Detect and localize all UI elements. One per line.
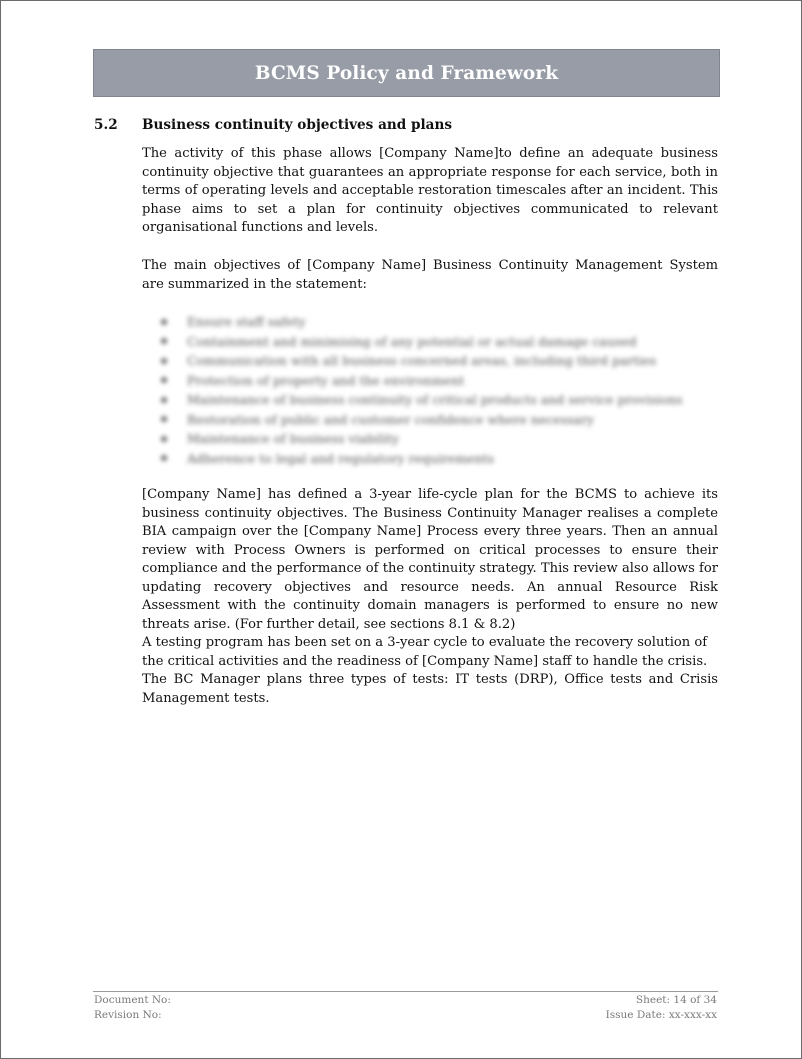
header-banner	[93, 49, 720, 97]
list-item: Adherence to legal and regulatory requirements	[161, 449, 701, 469]
issue-date: Issue Date: xx-xxx-xx	[605, 1009, 717, 1021]
blurred-objectives-list	[161, 312, 701, 468]
paragraph-testing-program: A testing program has been set on a 3-year cycle to evaluate the recovery solution of the critical activities and the readiness of [Company Name] staff to handle the crisis.	[142, 635, 708, 669]
bullet-icon	[161, 455, 167, 461]
bullet-icon	[161, 338, 167, 344]
list-item: Maintenance of business viability	[161, 429, 701, 449]
bullet-icon	[161, 416, 167, 422]
paragraph-test-types: The BC Manager plans three types of tests: IT tests (DRP), Office tests and Crisis Management tests.	[142, 672, 718, 706]
bullet-icon	[161, 319, 167, 325]
bullet-icon	[161, 397, 167, 403]
section-title: Business continuity objectives and plans	[142, 117, 453, 133]
paragraph-lifecycle: [Company Name] has defined a 3-year life-cycle plan for the BCMS to achieve its business continuity objectives. The Business Continuity Manager realises a complete BIA campaign over the [Company Name] Process every three years. Then an annual review with Process Owners is performed on critical processes to ensure their compliance and the performance of the continuity strategy. This review also allows for updating recovery objectives and resource needs. An annual Resource Risk Assessment with the continuity domain managers is performed to ensure no new threats arise. (For further detail, see sections 8.1 & 8.2)	[142, 487, 718, 632]
paragraph-objectives-lead: The main objectives of [Company Name] Business Continuity Management System are summarized in the statement:	[142, 258, 718, 292]
document-number-label: Document No:	[94, 994, 171, 1006]
paragraph-intro: The activity of this phase allows [Company Name]to define an adequate business continuity objective that guarantees an appropriate response for each service, both in terms of operating levels and acceptable restoration timescales after an incident. This phase aims to set a plan for continuity objectives communicated to relevant organisational functions and levels.	[142, 146, 718, 235]
bullet-icon	[161, 358, 167, 364]
list-item: Protection of property and the environment	[161, 371, 701, 391]
page-title: BCMS Policy and Framework	[254, 62, 559, 84]
revision-number-label: Revision No:	[94, 1009, 162, 1021]
list-item: Containment and minimising of any potential or actual damage caused	[161, 332, 701, 352]
footer-divider	[93, 991, 718, 992]
bullet-icon	[161, 377, 167, 383]
section-number: 5.2	[94, 117, 118, 133]
list-item: Maintenance of business continuity of critical products and service provisions	[161, 390, 701, 410]
list-item: Ensure staff safety	[161, 312, 701, 332]
sheet-number: Sheet: 14 of 34	[635, 994, 717, 1006]
list-item: Communication with all business concerned areas, including third parties	[161, 351, 701, 371]
list-item: Restoration of public and customer confidence where necessary	[161, 410, 701, 430]
bullet-icon	[161, 436, 167, 442]
